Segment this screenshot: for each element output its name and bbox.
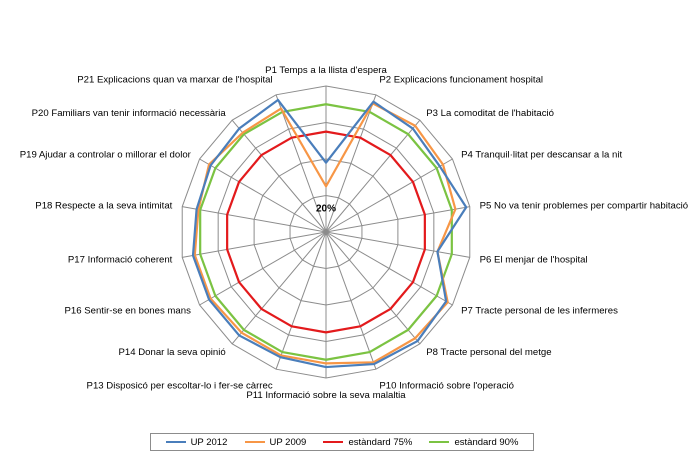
grid-spoke	[232, 120, 326, 232]
axis-label: P2 Explicacions funcionament hospital	[379, 74, 544, 86]
axis-label: P21 Explicacions quan va marxar de l'hospital	[77, 74, 273, 86]
axis-label: P20 Familiars van tenir informació necessària	[31, 107, 226, 119]
axis-label: P14 Donar la seva opinió	[118, 347, 226, 359]
axis-label: P1 Temps a la llista d'espera	[265, 65, 387, 76]
axis-label: P11 Informació sobre la seva malaltia	[246, 390, 406, 401]
legend-item	[323, 437, 412, 448]
axis-label: P10 Informació sobre l'operació	[379, 380, 514, 392]
grid-spoke	[326, 232, 376, 369]
legend-swatch	[166, 441, 186, 443]
legend-label: estàndard 75%	[348, 436, 413, 448]
legend-label: estàndard 90%	[454, 436, 519, 448]
axis-label: P8 Tracte personal del metge	[426, 347, 552, 359]
radar-grid	[182, 86, 470, 378]
axis-label: P18 Respecte a la seva intimitat	[35, 200, 173, 212]
legend-swatch	[245, 441, 265, 443]
legend-label: UP 2012	[190, 436, 228, 448]
axis-label: P17 Informació coherent	[67, 254, 173, 266]
chart-legend	[150, 433, 534, 451]
legend-item	[166, 437, 228, 448]
center-label: 20%	[315, 203, 337, 215]
axis-label: P19 Ajudar a controlar o millorar el dolor	[19, 149, 191, 161]
grid-spoke	[276, 232, 326, 369]
grid-spoke	[232, 232, 326, 344]
legend-label: UP 2009	[269, 436, 307, 448]
legend-item	[429, 437, 518, 448]
axis-label: P13 Disposicó per escoltar-lo i fer-se càrrec	[86, 380, 273, 392]
axis-labels	[20, 65, 688, 401]
legend-swatch	[323, 441, 343, 443]
axis-label: P6 El menjar de l'hospital	[479, 254, 588, 266]
grid-spoke	[326, 120, 420, 232]
axis-label: P4 Tranquil·litat per descansar a la nit	[461, 149, 623, 161]
grid-spoke	[326, 232, 420, 344]
axis-label: P16 Sentir-se en bones mans	[64, 305, 191, 317]
axis-label: P7 Tracte personal de les infermeres	[461, 305, 618, 317]
legend-swatch	[429, 441, 449, 443]
axis-label: P5 No va tenir problemes per compartir habitació	[479, 200, 689, 212]
legend-item	[245, 437, 307, 448]
axis-label: P3 La comoditat de l'habitació	[426, 107, 554, 119]
